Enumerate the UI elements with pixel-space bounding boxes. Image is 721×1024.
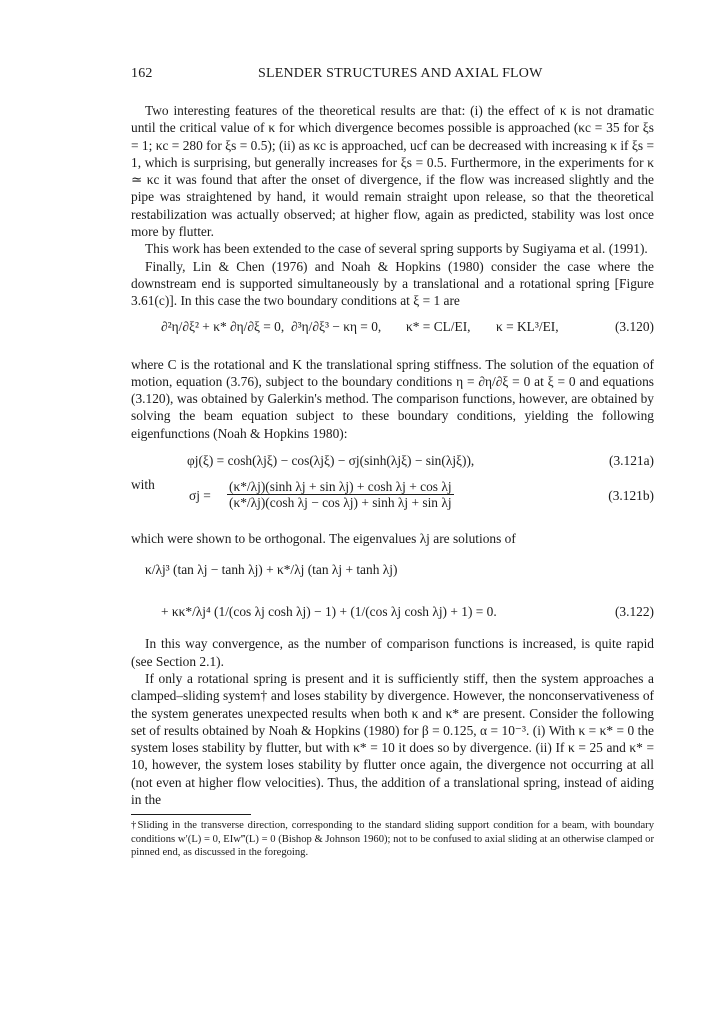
paragraph-convergence: In this way convergence, as the number of comparison functions is increased, is quite rapid (see Section 2.1). — [131, 636, 654, 669]
with-label: with — [131, 477, 155, 493]
paragraph-rotational-spring: If only a rotational spring is present and it is sufficiently stiff, then the system approaches a clamped–sliding system† and loses stability by divergence. However, the nonconservativeness of the system generates unexpected results when both κ and κ* are present. Consider the following set of results obtained by Noah & Hopkins (1980) for β = 0.125, α = 10⁻³. (i) With κ = κ* = 0 the system loses stability by flutter, but with κ* = 10 it does so by divergence. (ii) If κ = 25 and κ* = 10, however, the system loses stability by flutter once again, the divergence not occurring at all (not even at higher flow velocities). Thus, the addition of a translational spring, instead of aiding in the — [131, 670, 654, 808]
eq-3-122-number: (3.122) — [614, 604, 654, 620]
eq-3-121a-number: (3.121a) — [609, 453, 654, 469]
eq-3-122-line2: + κκ*/λj⁴ (1/(cos λj cosh λj) − 1) + (1/(cos λj cosh λj) + 1) = 0. — [161, 604, 497, 620]
equation-3-121a — [131, 448, 654, 476]
paragraph-orthogonal: which were shown to be orthogonal. The eigenvalues λj are solutions of — [131, 531, 516, 547]
running-head-title: SLENDER STRUCTURES AND AXIAL FLOW — [258, 66, 543, 81]
eq-3-121a-text: φj(ξ) = cosh(λjξ) − cos(λjξ) − σj(sinh(λjξ) − sin(λjξ)), — [187, 453, 475, 469]
paragraph-sugiyama: This work has been extended to the case of several spring supports by Sugiyama et al. (1991). — [145, 241, 648, 257]
paragraph-features: Two interesting features of the theoretical results are that: (i) the effect of κ is not dramatic until the critical value of κ for which divergence becomes possible is approached (κc = 35 for ξs = 1; κc = 280 for ξs = 0.5); (ii) as κc is approached, ucf can be decreased with increasing κ if ξs = 1, which is surprising, but generally increases for ξs = 0.5. Furthermore, in the experiments for κ ≃ κc it was found that after the onset of divergence, if the flow was increased slightly and the pipe was straightened by hand, it would remain straight upon release, so that the theoretical restabilization was actually observed; at higher flow, again as predicted, stability was lost once more by flutter. — [131, 103, 654, 240]
eq-3-120-kappa-star: κ* = CL/EI, — [406, 318, 471, 334]
sigma-numerator: (κ*/λj)(sinh λj + sin λj) + cosh λj + cos λj — [229, 479, 452, 495]
equation-3-120 — [131, 312, 654, 356]
eq-3-121b-lhs: σj = — [189, 488, 211, 504]
equation-3-121b — [131, 476, 654, 530]
eq-3-121b-number: (3.121b) — [608, 488, 654, 504]
footnote: †Sliding in the transverse direction, corresponding to the standard sliding support condition for a beam, with boundary conditions w′(L) = 0, EIw‴(L) = 0 (Bishop & Johnson 1960); not to be confused to axial sliding at an otherwise clamped or pinned end, as discussed in the foregoing. — [131, 820, 654, 858]
sigma-denominator: (κ*/λj)(cosh λj − cos λj) + sinh λj + sin λj — [229, 495, 452, 511]
sigma-fraction — [227, 479, 454, 510]
eq-3-120-bc2: ∂³η/∂ξ³ − κη = 0, — [291, 318, 382, 334]
eq-3-120-number: (3.120) — [614, 318, 654, 334]
page-number: 162 — [131, 66, 153, 81]
page-body — [131, 102, 654, 859]
paragraph-galerkin: where C is the rotational and K the translational spring stiffness. The solution of the equation of motion, equation (3.76), subject to the boundary conditions η = ∂η/∂ξ = 0 at ξ = 0 and equations (3.120), was obtained by Galerkin's method. The comparison functions, however, are obtained by solving the beam equation subject to these boundary conditions, yielding the following eigenfunctions (Noah & Hopkins 1980): — [131, 356, 654, 441]
eq-3-121b-fraction — [225, 479, 456, 510]
footnote-rule — [131, 814, 251, 815]
eq-3-120-bc1: ∂²η/∂ξ² + κ* ∂η/∂ξ = 0, — [161, 318, 285, 334]
eq-3-120-kappa: κ = KL³/EI, — [496, 318, 559, 334]
paragraph-lin-chen: Finally, Lin & Chen (1976) and Noah & Hopkins (1980) consider the case where the downstream end is supported simultaneously by a translational and a rotational spring [Figure 3.61(c)]. In this case the two boundary conditions at ξ = 1 are — [131, 258, 654, 309]
equation-3-122 — [131, 551, 654, 633]
running-header — [131, 66, 654, 88]
eq-3-122-line1: κ/λj³ (tan λj − tanh λj) + κ*/λj (tan λj + tanh λj) — [145, 562, 398, 578]
book-page — [131, 66, 654, 859]
